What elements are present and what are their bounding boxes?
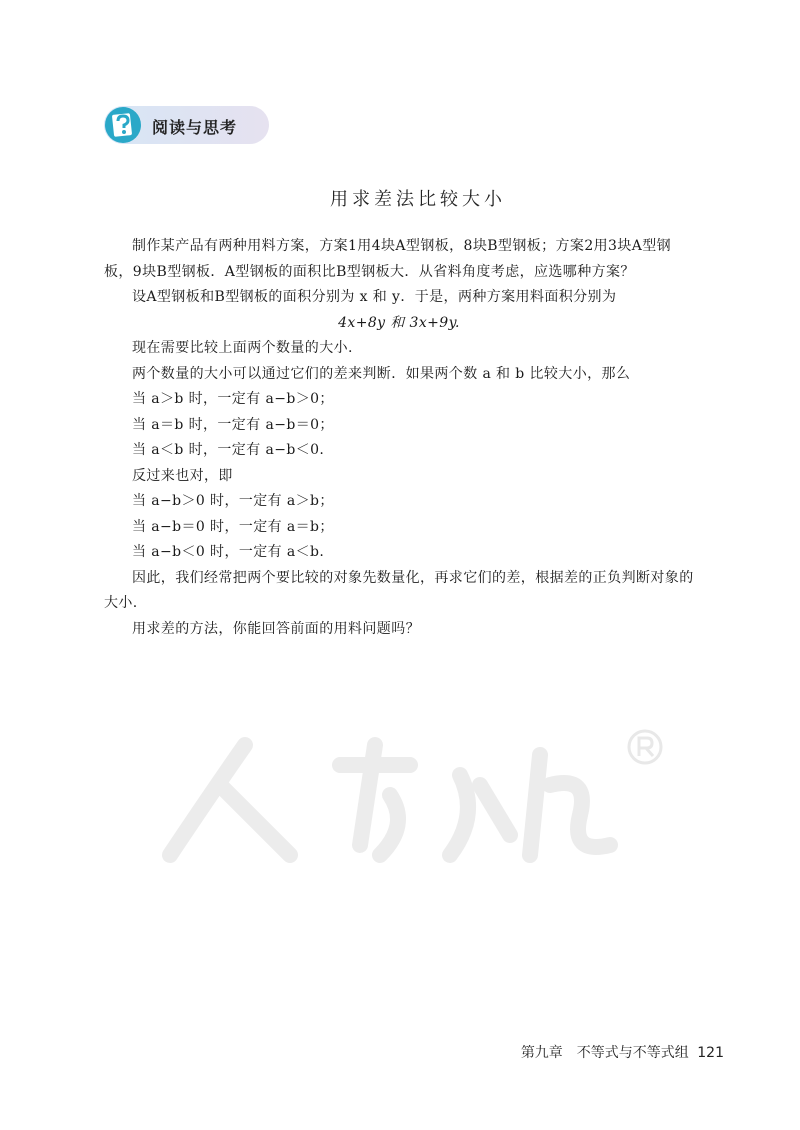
question-mark-icon [104, 106, 142, 144]
article-body [104, 234, 694, 642]
formula-line: 4x+8y 和 3x+9y. [338, 314, 460, 331]
case-line: 当 a−b＜0 时，一定有 a＜b. [132, 544, 325, 560]
article-title: 用求差法比较大小 [330, 189, 506, 210]
case-line: 当 a−b＞0 时，一定有 a＞b； [132, 493, 334, 509]
section-label: 阅读与思考 [152, 118, 238, 137]
page-number: 121 [697, 1045, 724, 1061]
section-badge [104, 106, 269, 144]
case-line: 当 a＝b 时，一定有 a−b＝0； [132, 416, 334, 433]
paragraph-conclusion: 因此，我们经常把两个要比较的对象先数量化，再求它们的差，根据差的正负判断对象的大小. [104, 569, 694, 611]
case-line: 当 a−b＝0 时，一定有 a＝b； [132, 518, 334, 535]
paragraph-question: 用求差的方法，你能回答前面的用料问题吗？ [132, 620, 420, 637]
case-line: 当 a＜b 时，一定有 a−b＜0. [132, 442, 325, 458]
chapter-title: 第九章 不等式与不等式组 [520, 1045, 689, 1061]
paragraph-converse: 反过来也对，即 [132, 467, 233, 484]
paragraph-problem: 制作某产品有两种用料方案，方案1用4块A型钢板，8块B型钢板；方案2用3块A型钢板，9块B型钢板．A型钢板的面积比B型钢板大．从省料角度考虑，应选哪种方案？ [104, 238, 672, 280]
page-footer [470, 1042, 724, 1062]
paragraph-need: 现在需要比较上面两个数量的大小. [132, 340, 353, 356]
publisher-watermark [150, 725, 670, 865]
paragraph-setup: 设A型钢板和B型钢板的面积分别为 x 和 y．于是，两种方案用料面积分别为 [132, 289, 617, 305]
paragraph-method: 两个数量的大小可以通过它们的差来判断．如果两个数 a 和 b 比较大小，那么 [132, 365, 631, 382]
case-line: 当 a＞b 时，一定有 a−b＞0； [132, 391, 334, 407]
